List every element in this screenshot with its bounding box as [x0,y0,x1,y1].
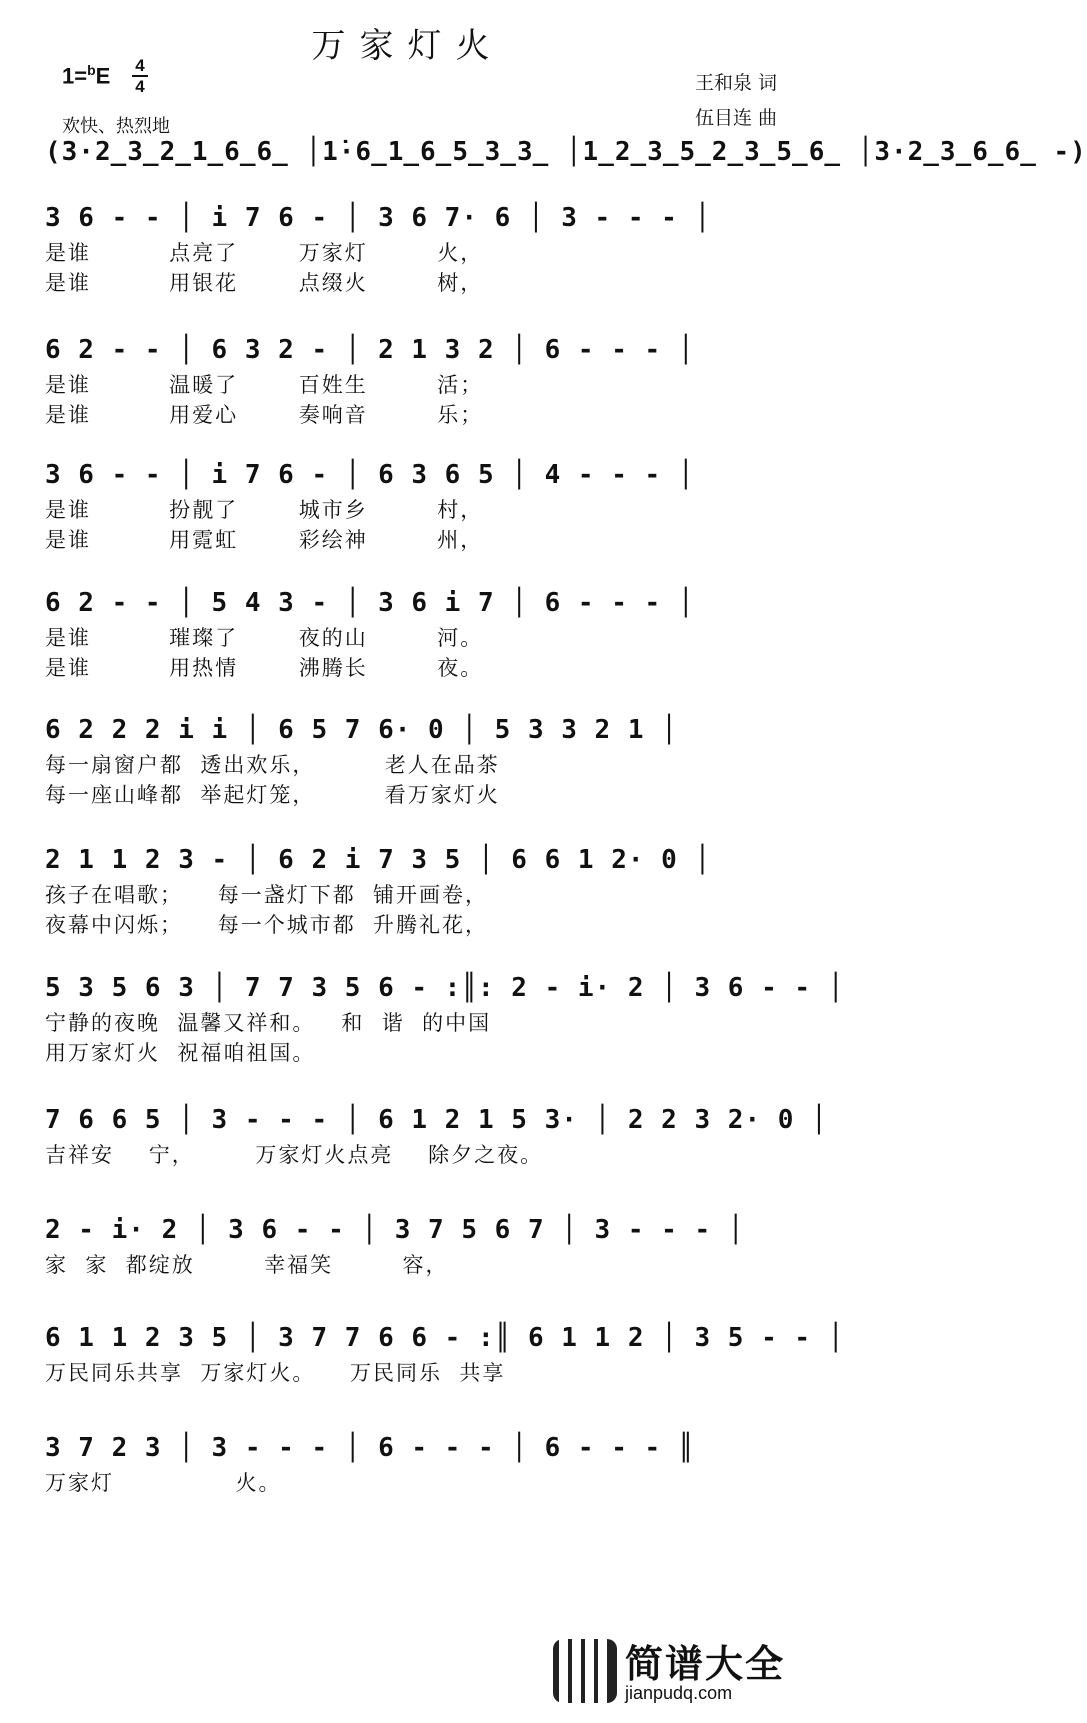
score-line-intro [45,132,1087,172]
song-title: 万家灯火 [311,26,504,66]
notation-line: 6 1 1 2 3 5 │ 3 7 7 6 6 - :║ 6 1 1 2 │ 3 5 - - │ [45,1323,845,1353]
lyric-verse-2: 每一座山峰都 举起灯笼， 看万家灯火 [45,783,500,807]
key-prefix: 1= [62,63,88,89]
score-line-5 [45,710,785,810]
score-line-3 [45,455,785,555]
time-signature [130,56,150,96]
lyric-verse-1: 是谁 点亮了 万家灯 火， [45,241,484,265]
lyric-verse-2: 用万家灯火 祝福咱祖国。 [45,1041,316,1065]
notation-line: 2 1 1 2 3 - │ 6 2 i 7 3 5 │ 6 6 1 2· 0 │ [45,845,712,875]
score-line-4 [45,583,785,683]
lyric-verse-1: 万民同乐共享 万家灯火。 万民同乐 共享 [45,1361,506,1385]
lyric-verse-2: 是谁 用爱心 奏响音 乐； [45,403,484,427]
score-line-8 [45,1100,828,1170]
lyric-verse-1: 家 家 都绽放 幸福笑 容， [45,1253,449,1277]
notation-line: 3 7 2 3 │ 3 - - - │ 6 - - - │ 6 - - - ║ [45,1433,695,1463]
lyric-verse-1: 吉祥安 宁， 万家灯火点亮 除夕之夜。 [45,1143,544,1167]
notation-line: 2 - i· 2 │ 3 6 - - │ 3 7 5 6 7 │ 3 - - - │ [45,1215,745,1245]
piano-keys-icon [553,1639,617,1703]
lyric-verse-1: 宁静的夜晚 温馨又祥和。 和 谐 的中国 [45,1011,492,1035]
key-note: E [95,63,111,89]
lyric-verse-1: 是谁 温暖了 百姓生 活； [45,373,484,397]
lyric-verse-2: 是谁 用霓虹 彩绘神 州， [45,528,484,552]
score-line-6 [45,840,785,940]
lyric-verse-2: 是谁 用银花 点缀火 树， [45,271,484,295]
score-line-11 [45,1428,785,1498]
key-signature [62,62,110,89]
composer-credit: 伍目连 曲 [694,107,777,129]
lyric-verse-2: 夜幕中闪烁； 每一个城市都 升腾礼花， [45,913,489,937]
notation-line: 6 2 2 2 i i │ 6 5 7 6· 0 │ 5 3 3 2 1 │ [45,715,678,745]
lyric-verse-2: 是谁 用热情 沸腾长 夜。 [45,656,484,680]
score-line-7 [45,968,845,1068]
notation-line: 7 6 6 5 │ 3 - - - │ 6 1 2 1 5 3· │ 2 2 3 2· 0 │ [45,1105,828,1135]
time-signature-top: 4 [135,56,145,75]
notation-line: 6 2 - - │ 5 4 3 - │ 3 6 i 7 │ 6 - - - │ [45,588,695,618]
notation-line: 3 6 - - │ i 7 6 - │ 3 6 7· 6 │ 3 - - - │ [45,203,712,233]
lyric-verse-1: 每一扇窗户都 透出欢乐， 老人在品茶 [45,753,500,777]
score-line-9 [45,1210,785,1280]
flat-sign: b [87,62,96,78]
lyric-verse-1: 是谁 璀璨了 夜的山 河。 [45,626,484,650]
score-line-1 [45,198,785,298]
notation-line: 5 3 5 6 3 │ 7 7 3 5 6 - :║: 2 - i· 2 │ 3 6 - - │ [45,973,845,1003]
notation-line: (3·2̲3̲2̲1̲6̲6̲ │1̇·6̲1̲6̲5̲3̲3̲ │1̲2̲3̲5̲2̲3̲5̲6̲ │3·2̲3̲6̲6̲ -) [45,137,1087,167]
lyric-verse-1: 是谁 扮靓了 城市乡 村， [45,498,484,522]
time-signature-bottom: 4 [135,77,145,96]
notation-line: 3 6 - - │ i 7 6 - │ 6 3 6 5 │ 4 - - - │ [45,460,695,490]
lyricist-credit: 王和泉 词 [694,72,777,94]
score-line-10 [45,1318,845,1388]
tempo-marking: 欢快、热烈地 [62,116,170,137]
lyric-verse-1: 孩子在唱歌； 每一盏灯下都 铺开画卷， [45,883,489,907]
watermark-logo [553,1633,803,1715]
watermark-url: jianpudq.com [625,1683,733,1703]
lyric-verse-1: 万家灯 火。 [45,1471,282,1495]
watermark-brand: 简谱大全 [625,1642,786,1686]
score-line-2 [45,330,785,430]
notation-line: 6 2 - - │ 6 3 2 - │ 2 1 3 2 │ 6 - - - │ [45,335,695,365]
